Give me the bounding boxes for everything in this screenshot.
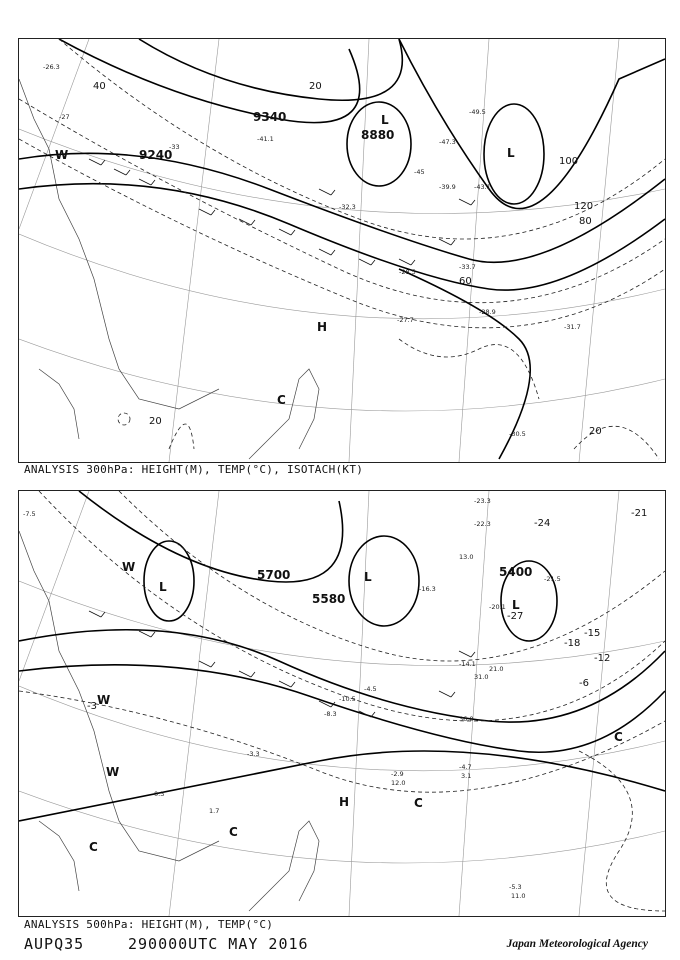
- low-center-symbol: L: [159, 580, 167, 594]
- temp-label: -32.3: [339, 203, 356, 211]
- temp-label: -20.1: [489, 603, 506, 611]
- station-value: 31.0: [474, 673, 489, 681]
- map-500hpa-svg: [19, 491, 665, 916]
- temp-label: -27.7: [397, 316, 414, 324]
- wind-barbs: [89, 611, 475, 717]
- isotherm-contours: [19, 39, 665, 459]
- temp-label: -23.3: [474, 497, 491, 505]
- cold-center-symbol: C: [89, 840, 98, 854]
- temp-label: -33.7: [459, 263, 476, 271]
- isotach-label: 20: [309, 81, 322, 92]
- temp-label: -31.7: [564, 323, 581, 331]
- temp-label: -47.3: [439, 138, 456, 146]
- temp-label: -16.3: [419, 585, 436, 593]
- temp-label: -21.5: [544, 575, 561, 583]
- station-value: 21.0: [489, 665, 504, 673]
- temp-label: -43.1: [474, 183, 491, 191]
- high-center-symbol: H: [339, 795, 350, 809]
- station-value: 0.3: [154, 790, 165, 798]
- temp-label: -10.5: [339, 695, 356, 703]
- temp-label: -33: [169, 143, 180, 151]
- valid-time: 290000UTC MAY 2016: [128, 935, 309, 953]
- station-value: 1.7: [209, 807, 220, 815]
- temp-label: -26.3: [43, 63, 60, 71]
- temp-label: -28.9: [479, 308, 496, 316]
- temp-label: -3.3: [247, 750, 260, 758]
- agency-credit: Japan Meteorological Agency: [506, 938, 648, 950]
- high-center-symbol: H: [317, 320, 328, 334]
- isotach-label: 20: [589, 426, 602, 437]
- isotherm-label: -24: [534, 518, 551, 529]
- isotach-label: 40: [93, 81, 106, 92]
- temp-label: -41.1: [257, 135, 274, 143]
- height-label-5400: 5400: [499, 565, 533, 579]
- chart-identifier: AUPQ35: [24, 935, 85, 953]
- low-center-symbol: L: [381, 113, 389, 127]
- height-label-9240: 9240: [139, 148, 173, 162]
- upper-panel-caption: ANALYSIS 300hPa: HEIGHT(M), TEMP(°C), ISOTACH(KT): [24, 463, 364, 476]
- temp-label: -28.5: [399, 268, 416, 276]
- temp-label: -4.5: [364, 685, 377, 693]
- temp-label: -49.5: [469, 108, 486, 116]
- map-panel-500hpa: [18, 490, 666, 917]
- coastlines: [19, 531, 319, 911]
- height-label-5700: 5700: [257, 568, 291, 582]
- temp-label: -22.3: [474, 520, 491, 528]
- temp-label: -45: [414, 168, 425, 176]
- isotherm-label: -27: [507, 611, 524, 622]
- lower-panel-caption: ANALYSIS 500hPa: HEIGHT(M), TEMP(°C): [24, 918, 274, 931]
- isotherm-label: -3: [87, 701, 97, 712]
- temp-label: -8.3: [324, 710, 337, 718]
- isotach-label: 80: [579, 216, 592, 227]
- cold-center-symbol: C: [229, 825, 238, 839]
- isotach-label: 20: [149, 416, 162, 427]
- station-value: 12.0: [391, 779, 406, 787]
- temp-label: -5.3: [509, 883, 522, 891]
- cold-center-symbol: C: [614, 730, 623, 744]
- height-label-8880: 8880: [361, 128, 395, 142]
- station-value: 11.0: [511, 892, 526, 900]
- isotach-label: 60: [459, 276, 472, 287]
- warm-center-symbol: W: [55, 148, 69, 162]
- height-label-5580: 5580: [312, 592, 346, 606]
- isotach-label: 120: [574, 201, 594, 212]
- height-label-9340: 9340: [253, 110, 287, 124]
- low-center-symbol: L: [512, 598, 520, 612]
- temp-label: -14.1: [459, 660, 476, 668]
- isotherm-label: -6: [579, 678, 589, 689]
- warm-center-symbol: W: [97, 693, 111, 707]
- graticule: [19, 491, 665, 916]
- station-value: 36.0: [459, 715, 474, 723]
- station-value: 13.0: [459, 553, 474, 561]
- map-300hpa-svg: [19, 39, 665, 462]
- temp-label: -4.7: [459, 763, 472, 771]
- isotach-label: 100: [559, 156, 579, 167]
- warm-center-symbol: W: [122, 560, 136, 574]
- temp-label: -30.5: [509, 430, 526, 438]
- isotherm-label: -12: [594, 653, 611, 664]
- isotherm-label: -15: [584, 628, 601, 639]
- map-panel-300hpa: [18, 38, 666, 463]
- station-value: 3.1: [461, 772, 472, 780]
- temp-label: -27: [59, 113, 70, 121]
- temp-label: -7.5: [23, 510, 36, 518]
- cold-center-symbol: C: [414, 796, 423, 810]
- temp-label: -39.9: [439, 183, 456, 191]
- cold-center-symbol: C: [277, 393, 286, 407]
- low-center-symbol: L: [364, 570, 372, 584]
- graticule: [19, 39, 665, 462]
- isotherm-label: -21: [631, 508, 648, 519]
- isotherm-label: -18: [564, 638, 581, 649]
- low-center-symbol: L: [507, 146, 515, 160]
- height-contours: [19, 39, 665, 459]
- temp-label: -2.9: [391, 770, 404, 778]
- coastlines: [19, 79, 319, 459]
- warm-center-symbol: W: [106, 765, 120, 779]
